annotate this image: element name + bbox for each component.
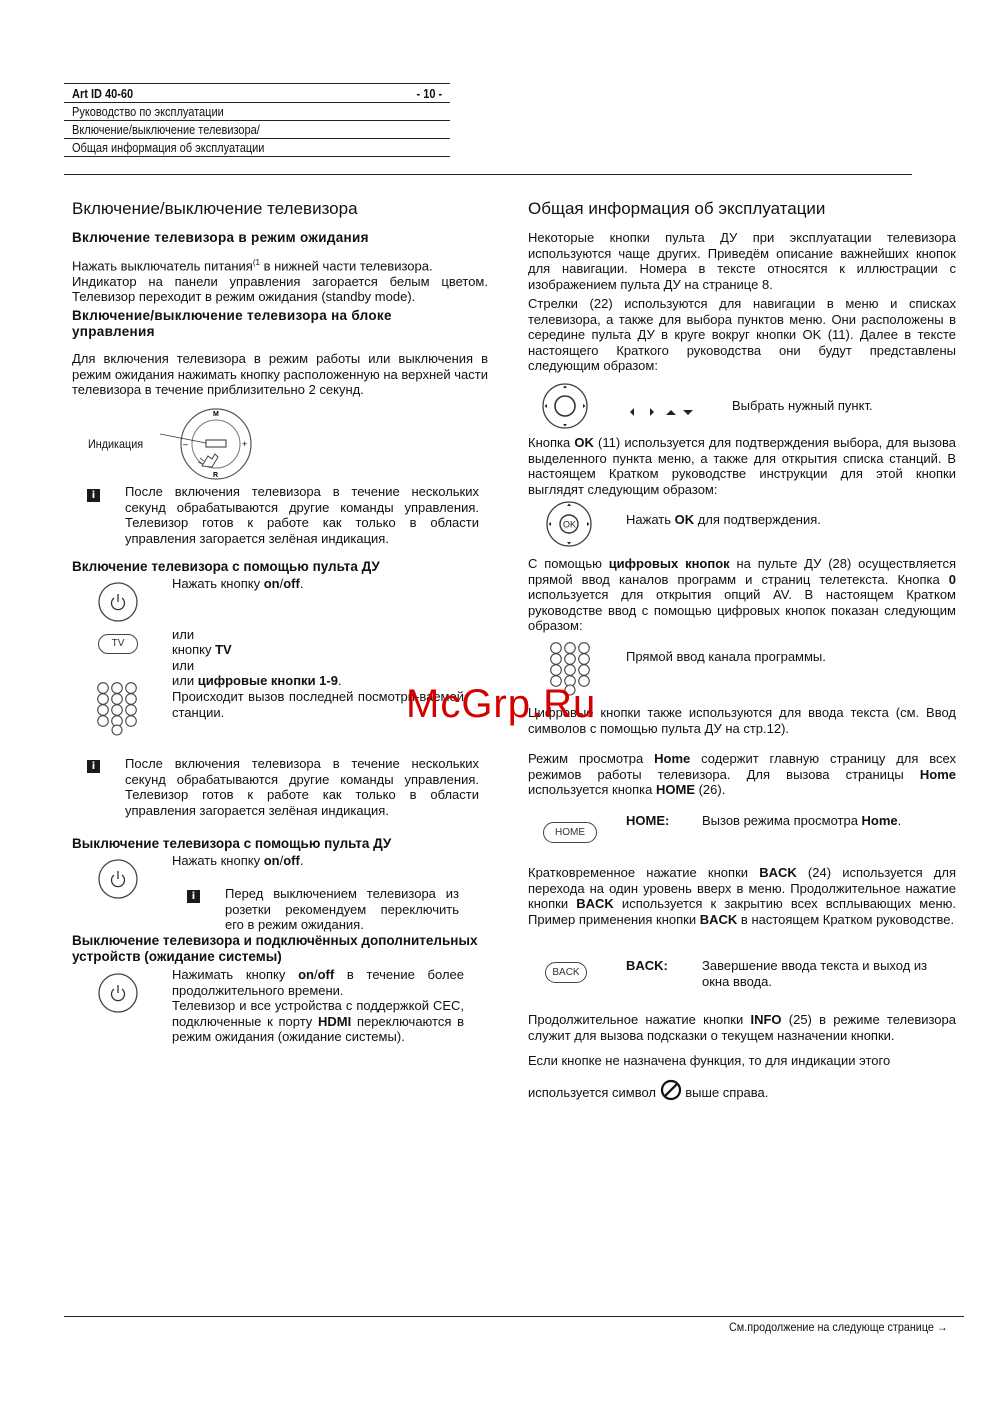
text-input-paragraph: Цифровые кнопки также используются для ввода текста (см. Ввод символов с помощью пульта ДУ на стр.12). xyxy=(528,705,956,736)
back-middle: (24) используется для перехода на один уровень вверх в меню. Продолжительное нажатие кнопки xyxy=(528,865,956,911)
remote-on-or-2: или xyxy=(172,658,195,673)
arrow-down-icon xyxy=(683,410,693,415)
back-middle-2: используется к закрытию всех всплывающих меню. Пример применения кнопки xyxy=(528,896,956,927)
hdmi-label: HDMI xyxy=(318,1013,352,1029)
cec-result: переключаются в режим ожидания (ожидание системы). xyxy=(172,1013,464,1044)
header-line-2: Включение/выключение телевизора/ xyxy=(72,123,260,137)
tv-button-illustration: TV xyxy=(98,634,138,654)
off-label: off xyxy=(283,853,300,868)
or-prefix: или xyxy=(172,673,198,688)
note-after-power-on-2: После включения телевизора в течение нескольких секунд обрабатываются другие команды управления. Телевизор готов к работе как только в области управления загорается зелёная индикация. xyxy=(125,756,479,818)
header-line-3: Общая информация об эксплуатации xyxy=(72,141,265,155)
on-label: on xyxy=(263,576,280,591)
standby-text xyxy=(72,255,488,305)
ok-label: OK xyxy=(574,435,594,450)
header-divider xyxy=(64,174,912,175)
dial-plus: + xyxy=(242,439,248,449)
numeric-keypad-illustration xyxy=(96,682,140,736)
control-unit-heading: Включение/выключение телевизора на блоке управления xyxy=(72,308,392,339)
info-label: INFO xyxy=(750,1012,782,1027)
back-key: BACK: xyxy=(626,958,668,973)
hold-duration: в течение более продолжительного времени. xyxy=(172,967,464,998)
back-label-2: BACK xyxy=(576,896,614,911)
home-label-2: Home xyxy=(919,766,956,782)
slash: / xyxy=(313,967,318,982)
remote-on-result: Происходит вызов последней посмотри-ваемой станции. xyxy=(172,689,464,720)
arrow-up-icon xyxy=(666,410,676,415)
header-model: Art ID 40-60 xyxy=(72,87,134,101)
footer-divider xyxy=(64,1316,964,1317)
back-paragraph xyxy=(528,865,956,927)
off-label: off xyxy=(283,576,300,591)
press-ok-text xyxy=(626,512,821,528)
dial-bottom-letter: R xyxy=(213,472,219,479)
ok-button-illustration xyxy=(544,499,594,549)
remote-off-press xyxy=(172,853,303,869)
header-row-1 xyxy=(64,102,450,121)
footer-continued: См.продолжение на следующе странице → xyxy=(729,1320,948,1334)
remote-on-digits xyxy=(172,673,342,689)
standby-text-a: Нажать выключатель питания xyxy=(72,258,253,274)
navigation-ring-illustration xyxy=(540,381,590,431)
header-line-1: Руководство по эксплуатации xyxy=(72,105,224,119)
intro-paragraph: Некоторые кнопки пульта ДУ при эксплуатации телевизора используются чаще других. Приведём описание важнейших кнопок для навигации. Номера в тексте относятся к иллюстрации с изображением пульта ДУ на странице 8. xyxy=(528,230,956,292)
tv-label: TV xyxy=(215,642,232,657)
remote-on-or-1: или xyxy=(172,627,195,642)
cec-text: Телевизор и все устройства с поддержкой CEC, подключенные к порту xyxy=(172,998,464,1029)
left-title: Включение/выключение телевизора xyxy=(72,199,358,218)
control-dial-illustration xyxy=(160,406,270,482)
header-page-number: - 10 - xyxy=(416,87,442,101)
dot-2: . xyxy=(337,673,342,688)
digits-prefix: С помощью xyxy=(528,556,609,571)
footnote-mark: (1 xyxy=(252,258,260,267)
home-desc-prefix: Вызов режима просмотра xyxy=(702,813,862,828)
remote-on-press xyxy=(172,576,303,592)
ok-description: (11) используется для подтверждения выбора, для вызова выделенного пункта меню, а также для открытия списка станций. В настоящем Кратком руководстве инструкции для этой кнопки выглядят следующим образом: xyxy=(528,435,956,497)
back-prefix: Кратковременное нажатие кнопки xyxy=(528,865,760,880)
unassigned-symbol-line xyxy=(528,1079,768,1101)
remote-off-heading: Выключение телевизора с помощью пульта ДУ xyxy=(72,836,392,851)
press-ok-prefix: Нажать xyxy=(626,512,675,527)
watermark: McGrp.Ru xyxy=(406,682,597,726)
remote-on-tv xyxy=(172,642,232,658)
hold-text: Нажимать кнопку xyxy=(172,967,299,982)
ok-button-label: OK xyxy=(563,519,577,530)
header-row-2 xyxy=(64,120,450,139)
dot: . xyxy=(299,853,304,868)
note-after-power-on-1: После включения телевизора в течение нескольких секунд обрабатываются другие команды управления. Телевизор готов к работе как только в области управления загорается зелёная индикация. xyxy=(125,484,479,546)
standby-text-b: в нижней части телевизора. xyxy=(259,258,433,274)
on-label: on xyxy=(263,853,280,868)
standby-heading: Включение телевизора в режим ожидания xyxy=(72,230,369,245)
no-function-icon xyxy=(660,1079,682,1101)
home-suffix: (26). xyxy=(694,782,726,797)
symbol-suffix: выше справа. xyxy=(681,1085,769,1100)
arrow-right-icon xyxy=(650,408,654,416)
home-label-1: Home xyxy=(654,751,691,766)
header-row-3 xyxy=(64,138,450,157)
slash: / xyxy=(279,853,284,868)
arrow-keys-icons xyxy=(628,405,696,419)
off-label: off xyxy=(317,967,335,982)
digits-suffix: используется для открытия опций AV. В настоящем Кратком руководстве ввод с помощью цифровых кнопок показан следующим образом: xyxy=(528,587,956,633)
home-desc-suffix: . xyxy=(897,813,902,828)
digits-bold: цифровых кнопок xyxy=(608,556,730,571)
digits-label: цифровые кнопки 1-9 xyxy=(197,673,338,688)
press-ok-suffix: для подтверждения. xyxy=(694,512,821,527)
power-button-illustration xyxy=(97,581,139,623)
arrows-paragraph: Стрелки (22) используются для навигации в меню и списках телевизора, а также для выбора пунктов меню. Они расположены в середине пульта ДУ в круге вокруг кнопки OK (11). Далее в тексте настоящего Краткого руководства они будут представлены следующим образом: xyxy=(528,296,956,373)
home-key-label xyxy=(626,813,669,829)
hand-icon xyxy=(202,454,218,467)
back-key-label xyxy=(626,958,668,974)
home-paragraph xyxy=(528,751,956,798)
header-row-model xyxy=(64,84,450,103)
info-prefix: Продолжительное нажатие кнопки xyxy=(528,1012,751,1027)
home-prefix: Режим просмотра xyxy=(528,751,655,766)
dot: . xyxy=(299,576,304,591)
home-label-3: HOME xyxy=(655,782,695,797)
back-description: Завершение ввода текста и выход из окна ввода. xyxy=(702,958,928,989)
home-middle-2: используется кнопка xyxy=(528,782,656,797)
control-unit-text: Для включения телевизора в режим работы или выключения в режим ожидания нажимать кнопку расположенную на верхней части телевизора в течение приблизительно 2 секунд. xyxy=(72,351,488,397)
home-description xyxy=(702,813,901,829)
select-item-text: Выбрать нужный пункт. xyxy=(732,398,873,413)
back-button-illustration: BACK xyxy=(545,962,587,983)
on-label: on xyxy=(298,967,314,982)
note-before-unplug: Перед выключением телевизора из розетки рекомендуем переключить его в режим ожидания. xyxy=(225,886,459,932)
info-icon: i xyxy=(87,760,100,773)
ok-prefix: Кнопка xyxy=(528,435,575,450)
info-paragraph xyxy=(528,1012,956,1043)
direct-input-text: Прямой ввод канала программы. xyxy=(626,649,826,664)
press-ok-label: OK xyxy=(674,512,695,527)
symbol-prefix: используется символ xyxy=(528,1085,660,1100)
info-icon: i xyxy=(187,890,200,903)
system-standby-text xyxy=(172,967,464,1045)
digits-middle: на пульте ДУ (28) осуществляется прямой ввод каналов программ и страниц телетекста. Кнопка xyxy=(528,556,956,587)
back-suffix: в настоящем Кратком руководстве. xyxy=(737,911,955,927)
standby-text-c: Индикатор на панели управления загорается белым цветом. Телевизор переходит в режим ожидания (standby mode). xyxy=(72,273,488,305)
slash: / xyxy=(279,576,284,591)
dial-top-letter: M xyxy=(213,411,219,418)
digits-paragraph xyxy=(528,556,956,634)
info-icon: i xyxy=(87,489,100,502)
info-suffix: (25) в режиме телевизора служит для вызова подсказки о текущем назначении кнопки. xyxy=(528,1012,956,1043)
dial-minus: – xyxy=(183,439,189,449)
dial-indicator xyxy=(206,440,226,447)
home-desc-bold: Home xyxy=(861,813,898,828)
remote-on-heading: Включение телевизора с помощью пульта ДУ xyxy=(72,559,380,574)
home-key: HOME: xyxy=(626,813,670,828)
back-label-1: BACK xyxy=(759,865,797,880)
ok-paragraph xyxy=(528,435,956,497)
arrow-left-icon xyxy=(630,408,634,416)
press-text: Нажать кнопку xyxy=(172,576,264,591)
home-button-illustration: HOME xyxy=(543,822,597,843)
back-label-3: BACK xyxy=(699,911,738,927)
power-button-illustration xyxy=(97,972,139,1014)
indication-label: Индикация xyxy=(88,437,144,451)
zero-label: 0 xyxy=(948,571,956,587)
system-standby-heading: Выключение телевизора и подключённых дополнительных устройств (ожидание системы) xyxy=(72,933,478,964)
press-text: Нажать кнопку xyxy=(172,853,264,868)
button-prefix: кнопку xyxy=(172,642,216,657)
home-middle: содержит главную страницу для всех режимов работы телевизора. Для вызова страницы xyxy=(528,751,956,782)
power-button-illustration xyxy=(97,858,139,900)
right-title: Общая информация об эксплуатации xyxy=(528,199,826,218)
unassigned-paragraph: Если кнопке не назначена функция, то для индикации этого xyxy=(528,1053,891,1068)
